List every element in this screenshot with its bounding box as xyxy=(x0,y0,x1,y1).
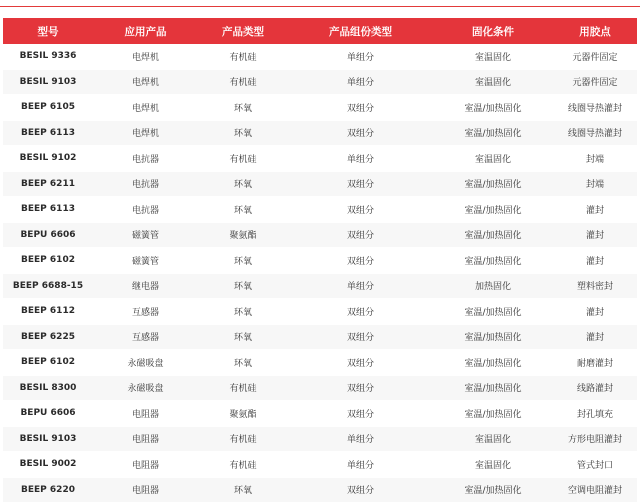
cell-model: BEEP 6113 xyxy=(3,197,93,223)
cell-component-type: 双组分 xyxy=(288,197,433,223)
cell-application: 互感器 xyxy=(93,299,198,325)
table-row xyxy=(3,401,637,427)
cell-curing-condition: 室温/加热固化 xyxy=(433,120,553,146)
cell-application: 电抗器 xyxy=(93,197,198,223)
cell-component-type: 双组分 xyxy=(288,375,433,401)
cell-glue-point: 空调电阻灌封 xyxy=(553,477,637,503)
table-row xyxy=(3,171,637,197)
cell-model: BESIL 9336 xyxy=(3,44,93,69)
table-body xyxy=(3,44,637,503)
cell-product-type: 有机硅 xyxy=(198,452,288,478)
cell-curing-condition: 室温/加热固化 xyxy=(433,375,553,401)
cell-model: BEEP 6688-15 xyxy=(3,273,93,299)
cell-product-type: 有机硅 xyxy=(198,69,288,95)
cell-component-type: 双组分 xyxy=(288,222,433,248)
cell-application: 电焊机 xyxy=(93,120,198,146)
cell-component-type: 单组分 xyxy=(288,273,433,299)
cell-application: 磁簧管 xyxy=(93,222,198,248)
cell-product-type: 环氧 xyxy=(198,324,288,350)
cell-curing-condition: 室温/加热固化 xyxy=(433,222,553,248)
table-row xyxy=(3,197,637,223)
cell-glue-point: 封端 xyxy=(553,171,637,197)
product-spec-table xyxy=(3,18,637,503)
cell-component-type: 双组分 xyxy=(288,299,433,325)
cell-glue-point: 管式封口 xyxy=(553,452,637,478)
cell-model: BESIL 8300 xyxy=(3,375,93,401)
cell-model: BEEP 6112 xyxy=(3,299,93,325)
table-row xyxy=(3,350,637,376)
cell-product-type: 环氧 xyxy=(198,120,288,146)
cell-model: BESIL 9103 xyxy=(3,69,93,95)
cell-product-type: 环氧 xyxy=(198,299,288,325)
table-row xyxy=(3,44,637,69)
cell-curing-condition: 室温/加热固化 xyxy=(433,350,553,376)
cell-application: 电焊机 xyxy=(93,69,198,95)
cell-component-type: 双组分 xyxy=(288,120,433,146)
cell-application: 继电器 xyxy=(93,273,198,299)
header-glue-point: 用胶点 xyxy=(553,18,637,44)
table-row xyxy=(3,452,637,478)
table-row xyxy=(3,273,637,299)
cell-curing-condition: 室温/加热固化 xyxy=(433,299,553,325)
cell-model: BEEP 6102 xyxy=(3,248,93,274)
cell-component-type: 单组分 xyxy=(288,44,433,69)
cell-application: 永磁吸盘 xyxy=(93,350,198,376)
cell-glue-point: 灌封 xyxy=(553,248,637,274)
cell-product-type: 环氧 xyxy=(198,171,288,197)
table-row xyxy=(3,248,637,274)
cell-glue-point: 封孔填充 xyxy=(553,401,637,427)
cell-curing-condition: 室温/加热固化 xyxy=(433,401,553,427)
cell-curing-condition: 室温/加热固化 xyxy=(433,95,553,121)
cell-component-type: 双组分 xyxy=(288,350,433,376)
cell-model: BEEP 6113 xyxy=(3,120,93,146)
cell-curing-condition: 室温/加热固化 xyxy=(433,477,553,503)
cell-application: 电焊机 xyxy=(93,44,198,69)
cell-model: BESIL 9002 xyxy=(3,452,93,478)
cell-model: BEEP 6225 xyxy=(3,324,93,350)
cell-glue-point: 线圈导热灌封 xyxy=(553,95,637,121)
cell-curing-condition: 室温/加热固化 xyxy=(433,248,553,274)
cell-glue-point: 元器件固定 xyxy=(553,44,637,69)
cell-product-type: 有机硅 xyxy=(198,146,288,172)
cell-component-type: 单组分 xyxy=(288,146,433,172)
cell-model: BEEP 6220 xyxy=(3,477,93,503)
cell-component-type: 单组分 xyxy=(288,426,433,452)
cell-component-type: 双组分 xyxy=(288,171,433,197)
cell-component-type: 双组分 xyxy=(288,248,433,274)
cell-curing-condition: 室温/加热固化 xyxy=(433,171,553,197)
cell-glue-point: 灌封 xyxy=(553,197,637,223)
cell-glue-point: 线圈导热灌封 xyxy=(553,120,637,146)
top-divider xyxy=(0,6,640,7)
header-application: 应用产品 xyxy=(93,18,198,44)
cell-curing-condition: 室温固化 xyxy=(433,146,553,172)
cell-product-type: 有机硅 xyxy=(198,44,288,69)
cell-glue-point: 元器件固定 xyxy=(553,69,637,95)
table-row xyxy=(3,222,637,248)
cell-application: 电焊机 xyxy=(93,95,198,121)
header-curing-condition: 固化条件 xyxy=(433,18,553,44)
table-header-row xyxy=(3,18,637,44)
cell-curing-condition: 室温固化 xyxy=(433,44,553,69)
cell-product-type: 聚氨酯 xyxy=(198,401,288,427)
cell-component-type: 单组分 xyxy=(288,69,433,95)
cell-model: BEEP 6102 xyxy=(3,350,93,376)
cell-model: BEPU 6606 xyxy=(3,401,93,427)
cell-application: 电抗器 xyxy=(93,171,198,197)
cell-curing-condition: 室温固化 xyxy=(433,426,553,452)
cell-curing-condition: 加热固化 xyxy=(433,273,553,299)
cell-application: 电阻器 xyxy=(93,401,198,427)
cell-curing-condition: 室温/加热固化 xyxy=(433,324,553,350)
table-row xyxy=(3,426,637,452)
cell-application: 电阻器 xyxy=(93,452,198,478)
cell-application: 电阻器 xyxy=(93,477,198,503)
cell-product-type: 环氧 xyxy=(198,197,288,223)
cell-component-type: 双组分 xyxy=(288,324,433,350)
cell-glue-point: 塑料密封 xyxy=(553,273,637,299)
cell-model: BEPU 6606 xyxy=(3,222,93,248)
cell-curing-condition: 室温固化 xyxy=(433,69,553,95)
table-row xyxy=(3,299,637,325)
cell-glue-point: 耐磨灌封 xyxy=(553,350,637,376)
table-row xyxy=(3,477,637,503)
cell-application: 磁簧管 xyxy=(93,248,198,274)
cell-application: 电阻器 xyxy=(93,426,198,452)
cell-glue-point: 线路灌封 xyxy=(553,375,637,401)
table-row xyxy=(3,120,637,146)
cell-application: 永磁吸盘 xyxy=(93,375,198,401)
table-row xyxy=(3,95,637,121)
cell-product-type: 环氧 xyxy=(198,273,288,299)
cell-curing-condition: 室温/加热固化 xyxy=(433,197,553,223)
table-row xyxy=(3,375,637,401)
cell-glue-point: 封端 xyxy=(553,146,637,172)
header-component-type: 产品组份类型 xyxy=(288,18,433,44)
header-product-type: 产品类型 xyxy=(198,18,288,44)
cell-component-type: 双组分 xyxy=(288,477,433,503)
cell-component-type: 单组分 xyxy=(288,452,433,478)
cell-component-type: 双组分 xyxy=(288,401,433,427)
cell-product-type: 环氧 xyxy=(198,350,288,376)
cell-application: 互感器 xyxy=(93,324,198,350)
header-model: 型号 xyxy=(3,18,93,44)
table-row xyxy=(3,324,637,350)
cell-glue-point: 方形电阻灌封 xyxy=(553,426,637,452)
cell-glue-point: 灌封 xyxy=(553,324,637,350)
cell-product-type: 环氧 xyxy=(198,248,288,274)
table-row xyxy=(3,146,637,172)
cell-application: 电抗器 xyxy=(93,146,198,172)
cell-component-type: 双组分 xyxy=(288,95,433,121)
table-row xyxy=(3,69,637,95)
cell-product-type: 有机硅 xyxy=(198,426,288,452)
cell-product-type: 环氧 xyxy=(198,95,288,121)
cell-curing-condition: 室温固化 xyxy=(433,452,553,478)
cell-model: BEEP 6211 xyxy=(3,171,93,197)
cell-model: BESIL 9103 xyxy=(3,426,93,452)
cell-product-type: 有机硅 xyxy=(198,375,288,401)
cell-glue-point: 灌封 xyxy=(553,222,637,248)
cell-product-type: 环氧 xyxy=(198,477,288,503)
cell-model: BEEP 6105 xyxy=(3,95,93,121)
cell-product-type: 聚氨酯 xyxy=(198,222,288,248)
cell-model: BESIL 9102 xyxy=(3,146,93,172)
cell-glue-point: 灌封 xyxy=(553,299,637,325)
